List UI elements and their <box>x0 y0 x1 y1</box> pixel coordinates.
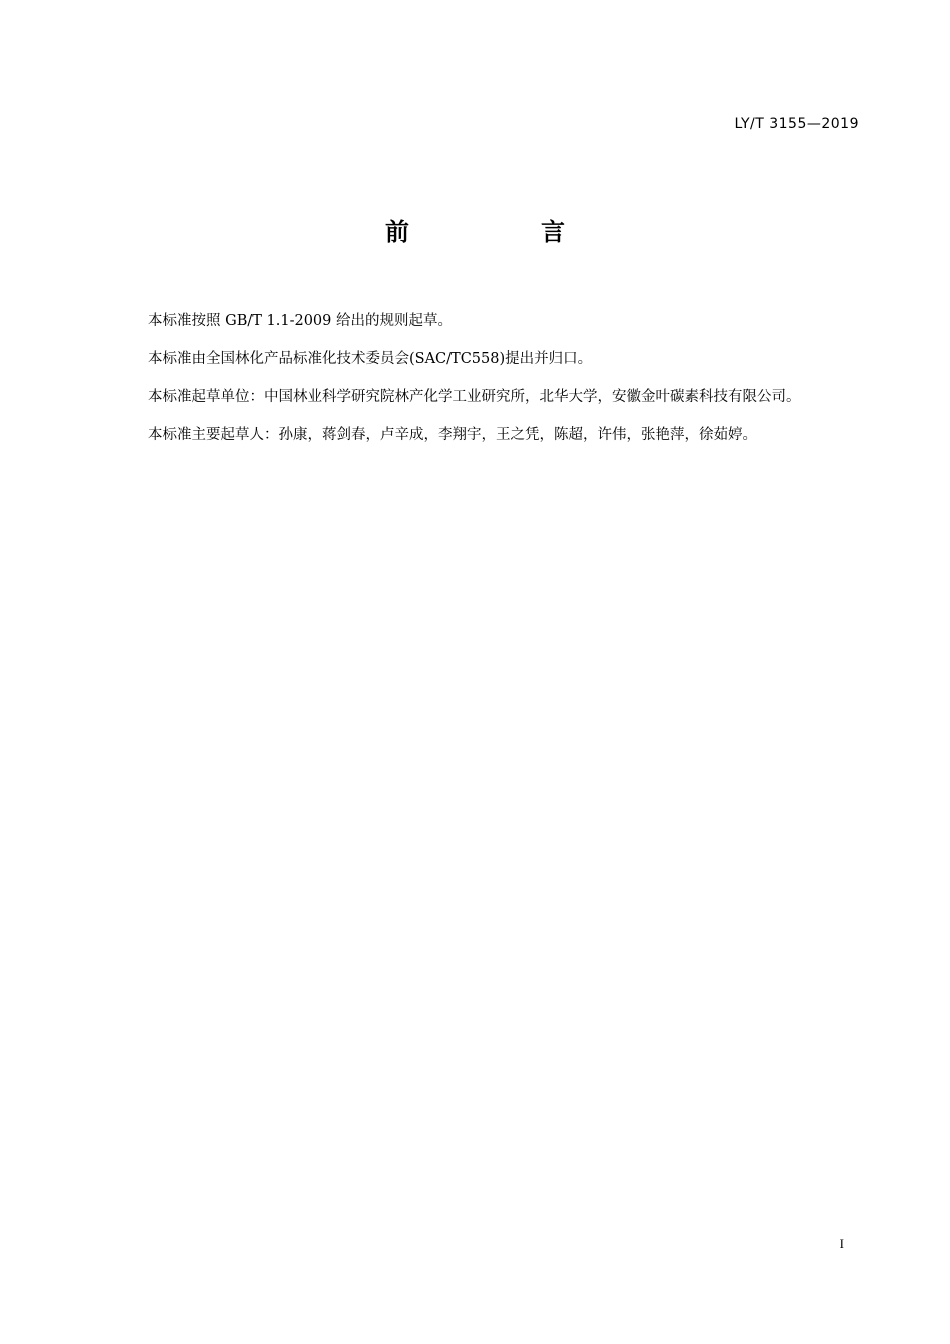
paragraph-drafting-units: 本标准起草单位：中国林业科学研究院林产化学工业研究所，北华大学，安徽金叶碳素科技有限公司。 <box>148 389 801 405</box>
page-number: I <box>839 1236 844 1251</box>
paragraph-drafting-rules: 本标准按照 GB/T 1.1-2009 给出的规则起草。 <box>148 313 452 329</box>
paragraph-proposer: 本标准由全国林化产品标准化技术委员会(SAC/TC558)提出并归口。 <box>148 351 593 367</box>
standard-code: LY/T 3155—2019 <box>734 116 859 132</box>
paragraph-drafters: 本标准主要起草人：孙康，蒋剑春，卢辛成，李翔宇，王之凭，陈超，许伟，张艳萍，徐茹婷。 <box>148 427 757 443</box>
page-title: 前 言 <box>385 218 619 246</box>
foreword-body <box>114 304 860 456</box>
